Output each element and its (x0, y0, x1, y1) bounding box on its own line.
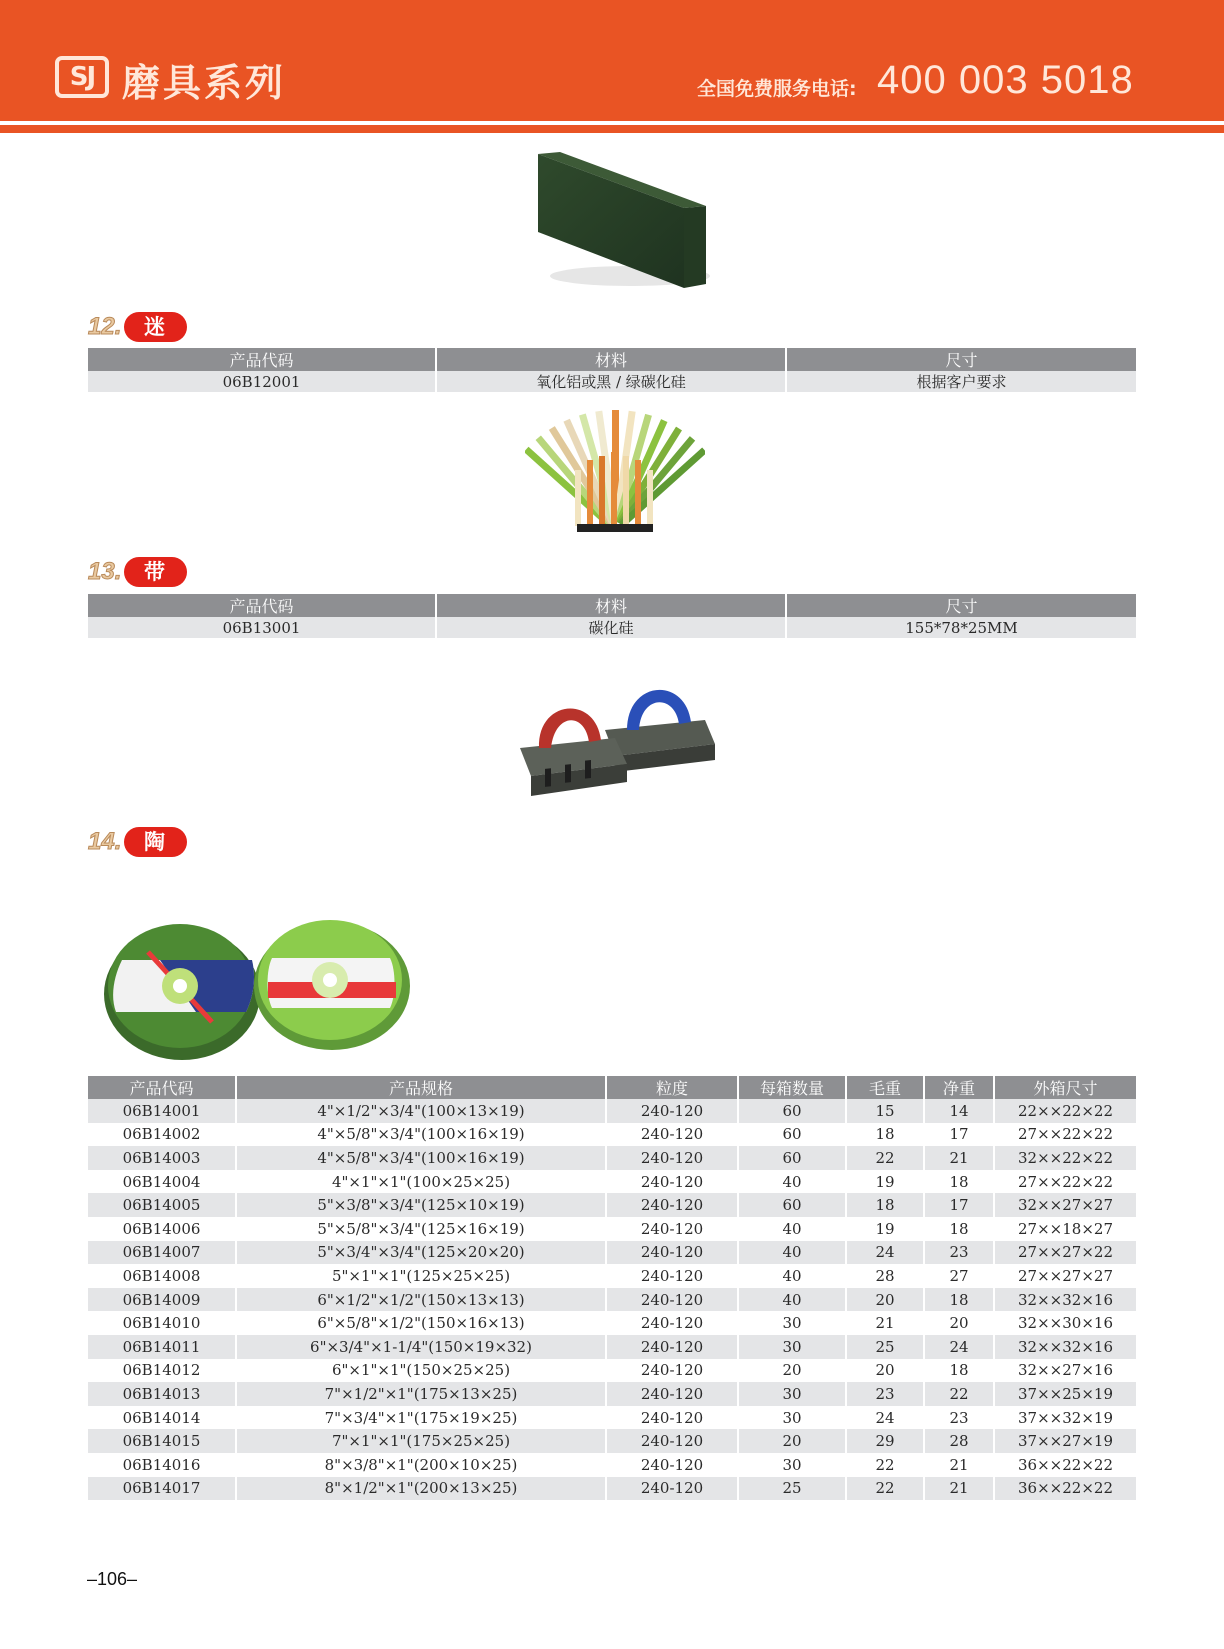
net-weight-cell: 14 (924, 1099, 994, 1123)
product-code-cell: 06B12001 (88, 371, 436, 392)
grit-cell: 240-120 (606, 1170, 738, 1194)
net-weight-cell: 21 (924, 1146, 994, 1170)
column-header: 材料 (436, 348, 786, 371)
net-weight-cell: 24 (924, 1335, 994, 1359)
qty-per-box-cell: 60 (738, 1123, 846, 1147)
carton-size-cell: 27××22×22 (994, 1123, 1136, 1147)
hotline-number: 400 003 5018 (877, 58, 1134, 102)
spec-cell: 7"×1/2"×1"(175×13×25) (236, 1382, 606, 1406)
grit-cell: 240-120 (606, 1099, 738, 1123)
column-header: 产品代码 (88, 1076, 236, 1099)
grit-cell: 240-120 (606, 1335, 738, 1359)
spec-cell: 4"×1/2"×3/4"(100×13×19) (236, 1099, 606, 1123)
qty-per-box-cell: 40 (738, 1288, 846, 1312)
spec-cell: 5"×3/8"×3/4"(125×10×19) (236, 1193, 606, 1217)
product-code-cell: 06B14004 (88, 1170, 236, 1194)
spec-cell: 5"×3/4"×3/4"(125×20×20) (236, 1241, 606, 1265)
gross-weight-cell: 18 (846, 1193, 924, 1217)
sharpening-stone-image (520, 148, 710, 293)
material-cell: 碳化硅 (436, 617, 786, 638)
table-row (88, 1311, 1136, 1335)
net-weight-cell: 17 (924, 1123, 994, 1147)
qty-per-box-cell: 40 (738, 1241, 846, 1265)
table-row (88, 1288, 1136, 1312)
qty-per-box-cell: 30 (738, 1406, 846, 1430)
column-header: 产品代码 (88, 348, 436, 371)
spec-cell: 6"×3/4"×1-1/4"(150×19×32) (236, 1335, 606, 1359)
grit-cell: 240-120 (606, 1217, 738, 1241)
gross-weight-cell: 18 (846, 1123, 924, 1147)
qty-per-box-cell: 60 (738, 1146, 846, 1170)
product-code-cell: 06B14007 (88, 1241, 236, 1265)
section-title: 陶瓷砂 (124, 827, 187, 857)
product-code-cell: 06B14002 (88, 1123, 236, 1147)
grit-cell: 240-120 (606, 1241, 738, 1265)
qty-per-box-cell: 20 (738, 1429, 846, 1453)
grit-cell: 240-120 (606, 1359, 738, 1383)
qty-per-box-cell: 30 (738, 1311, 846, 1335)
product-code-cell: 06B14001 (88, 1099, 236, 1123)
spec-cell: 7"×3/4"×1"(175×19×25) (236, 1406, 606, 1430)
carton-size-cell: 32××27×16 (994, 1359, 1136, 1383)
table-header-row (88, 594, 1136, 617)
spec-cell: 6"×1/2"×1/2"(150×13×13) (236, 1288, 606, 1312)
carton-size-cell: 32××30×16 (994, 1311, 1136, 1335)
gross-weight-cell: 22 (846, 1453, 924, 1477)
qty-per-box-cell: 20 (738, 1359, 846, 1383)
spec-cell: 8"×3/8"×1"(200×10×25) (236, 1453, 606, 1477)
gross-weight-cell: 28 (846, 1264, 924, 1288)
material-cell: 氧化铝或黑 / 绿碳化硅 (436, 371, 786, 392)
product-code-cell: 06B14009 (88, 1288, 236, 1312)
net-weight-cell: 23 (924, 1406, 994, 1430)
table-row (88, 1170, 1136, 1194)
net-weight-cell: 21 (924, 1477, 994, 1501)
qty-per-box-cell: 60 (738, 1099, 846, 1123)
column-header: 尺寸 (786, 594, 1136, 617)
table-row (88, 1429, 1136, 1453)
gross-weight-cell: 21 (846, 1311, 924, 1335)
net-weight-cell: 18 (924, 1359, 994, 1383)
gross-weight-cell: 19 (846, 1217, 924, 1241)
qty-per-box-cell: 40 (738, 1264, 846, 1288)
gross-weight-cell: 22 (846, 1477, 924, 1501)
gross-weight-cell: 24 (846, 1241, 924, 1265)
column-header: 净重 (924, 1076, 994, 1099)
table-row (88, 1217, 1136, 1241)
section-13-table (88, 594, 1136, 638)
table-header-row (88, 1076, 1136, 1099)
product-code-cell: 06B14005 (88, 1193, 236, 1217)
carton-size-cell: 32××32×16 (994, 1335, 1136, 1359)
carton-size-cell: 36××22×22 (994, 1453, 1136, 1477)
table-row (88, 1335, 1136, 1359)
grit-cell: 240-120 (606, 1406, 738, 1430)
carton-size-cell: 32××27×27 (994, 1193, 1136, 1217)
grit-cell: 240-120 (606, 1288, 738, 1312)
section-number: 14. (88, 828, 122, 855)
net-weight-cell: 20 (924, 1311, 994, 1335)
gross-weight-cell: 20 (846, 1288, 924, 1312)
gross-weight-cell: 24 (846, 1406, 924, 1430)
table-row (88, 1241, 1136, 1265)
carton-size-cell: 32××22×22 (994, 1146, 1136, 1170)
column-header: 外箱尺寸 (994, 1076, 1136, 1099)
column-header: 每箱数量 (738, 1076, 846, 1099)
net-weight-cell: 23 (924, 1241, 994, 1265)
section-number: 13. (88, 558, 122, 585)
spec-cell: 4"×1"×1"(100×25×25) (236, 1170, 606, 1194)
column-header: 材料 (436, 594, 786, 617)
product-code-cell: 06B14017 (88, 1477, 236, 1501)
net-weight-cell: 18 (924, 1170, 994, 1194)
table-row (88, 617, 1136, 638)
ceramic-grinding-wheels-image (100, 900, 440, 1065)
section-14-table (88, 1076, 1136, 1500)
section-title: 带 打磨 (124, 557, 187, 587)
table-row (88, 1099, 1136, 1123)
page-number: –106– (87, 1569, 138, 1589)
gross-weight-cell: 25 (846, 1335, 924, 1359)
product-code-cell: 06B14010 (88, 1311, 236, 1335)
column-header: 粒度 (606, 1076, 738, 1099)
product-code-cell: 06B14013 (88, 1382, 236, 1406)
spec-cell: 7"×1"×1"(175×25×25) (236, 1429, 606, 1453)
header-divider-bar (0, 125, 1224, 133)
net-weight-cell: 18 (924, 1288, 994, 1312)
table-row (88, 1264, 1136, 1288)
section-12-table (88, 348, 1136, 392)
carton-size-cell: 36××22×22 (994, 1477, 1136, 1501)
gross-weight-cell: 15 (846, 1099, 924, 1123)
net-weight-cell: 17 (924, 1193, 994, 1217)
gross-weight-cell: 19 (846, 1170, 924, 1194)
spec-cell: 5"×5/8"×3/4"(125×16×19) (236, 1217, 606, 1241)
column-header: 产品规格 (236, 1076, 606, 1099)
net-weight-cell: 22 (924, 1382, 994, 1406)
table-row (88, 1359, 1136, 1383)
carton-size-cell: 27××18×27 (994, 1217, 1136, 1241)
column-header: 毛重 (846, 1076, 924, 1099)
carton-size-cell: 27××22×22 (994, 1170, 1136, 1194)
gross-weight-cell: 22 (846, 1146, 924, 1170)
spec-cell: 6"×1"×1"(150×25×25) (236, 1359, 606, 1383)
brand-logo-icon: SJ (55, 56, 109, 98)
spec-cell: 4"×5/8"×3/4"(100×16×19) (236, 1146, 606, 1170)
table-row (88, 1406, 1136, 1430)
size-cell: 根据客户要求 (786, 371, 1136, 392)
table-row (88, 1453, 1136, 1477)
product-code-cell: 06B14006 (88, 1217, 236, 1241)
product-code-cell: 06B14012 (88, 1359, 236, 1383)
spec-cell: 5"×1"×1"(125×25×25) (236, 1264, 606, 1288)
table-row (88, 1146, 1136, 1170)
product-code-cell: 06B14011 (88, 1335, 236, 1359)
grit-cell: 240-120 (606, 1477, 738, 1501)
net-weight-cell: 21 (924, 1453, 994, 1477)
qty-per-box-cell: 30 (738, 1382, 846, 1406)
qty-per-box-cell: 30 (738, 1453, 846, 1477)
grit-cell: 240-120 (606, 1193, 738, 1217)
qty-per-box-cell: 40 (738, 1217, 846, 1241)
net-weight-cell: 28 (924, 1429, 994, 1453)
mini-oil-stones-image (525, 400, 705, 540)
table-row (88, 1477, 1136, 1501)
qty-per-box-cell: 25 (738, 1477, 846, 1501)
qty-per-box-cell: 30 (738, 1335, 846, 1359)
table-row (88, 1382, 1136, 1406)
product-code-cell: 06B14008 (88, 1264, 236, 1288)
table-row (88, 371, 1136, 392)
spec-cell: 4"×5/8"×3/4"(100×16×19) (236, 1123, 606, 1147)
gross-weight-cell: 20 (846, 1359, 924, 1383)
carton-size-cell: 22××22×22 (994, 1099, 1136, 1123)
grit-cell: 240-120 (606, 1382, 738, 1406)
carton-size-cell: 37××27×19 (994, 1429, 1136, 1453)
carton-size-cell: 37××25×19 (994, 1382, 1136, 1406)
table-header-row (88, 348, 1136, 371)
section-number: 12. (88, 313, 122, 340)
grit-cell: 240-120 (606, 1311, 738, 1335)
qty-per-box-cell: 60 (738, 1193, 846, 1217)
hotline-label: 全国免费服务电话: (697, 78, 857, 100)
grit-cell: 240-120 (606, 1123, 738, 1147)
gross-weight-cell: 23 (846, 1382, 924, 1406)
table-row (88, 1123, 1136, 1147)
table-row (88, 1193, 1136, 1217)
spec-cell: 8"×1/2"×1"(200×13×25) (236, 1477, 606, 1501)
grit-cell: 240-120 (606, 1146, 738, 1170)
carton-size-cell: 32××32×16 (994, 1288, 1136, 1312)
qty-per-box-cell: 40 (738, 1170, 846, 1194)
series-title: 磨具系列 (122, 61, 287, 105)
grit-cell: 240-120 (606, 1264, 738, 1288)
handled-rubbing-brick-image (515, 672, 715, 807)
net-weight-cell: 27 (924, 1264, 994, 1288)
column-header: 产品代码 (88, 594, 436, 617)
net-weight-cell: 18 (924, 1217, 994, 1241)
product-code-cell: 06B14003 (88, 1146, 236, 1170)
product-code-cell: 06B14014 (88, 1406, 236, 1430)
product-code-cell: 06B14016 (88, 1453, 236, 1477)
grit-cell: 240-120 (606, 1453, 738, 1477)
product-code-cell: 06B14015 (88, 1429, 236, 1453)
grit-cell: 240-120 (606, 1429, 738, 1453)
carton-size-cell: 27××27×22 (994, 1241, 1136, 1265)
carton-size-cell: 27××27×27 (994, 1264, 1136, 1288)
section-title: 迷 石 (124, 312, 187, 342)
spec-cell: 6"×5/8"×1/2"(150×16×13) (236, 1311, 606, 1335)
carton-size-cell: 37××32×19 (994, 1406, 1136, 1430)
size-cell: 155*78*25MM (786, 617, 1136, 638)
gross-weight-cell: 29 (846, 1429, 924, 1453)
column-header: 尺寸 (786, 348, 1136, 371)
product-code-cell: 06B13001 (88, 617, 436, 638)
